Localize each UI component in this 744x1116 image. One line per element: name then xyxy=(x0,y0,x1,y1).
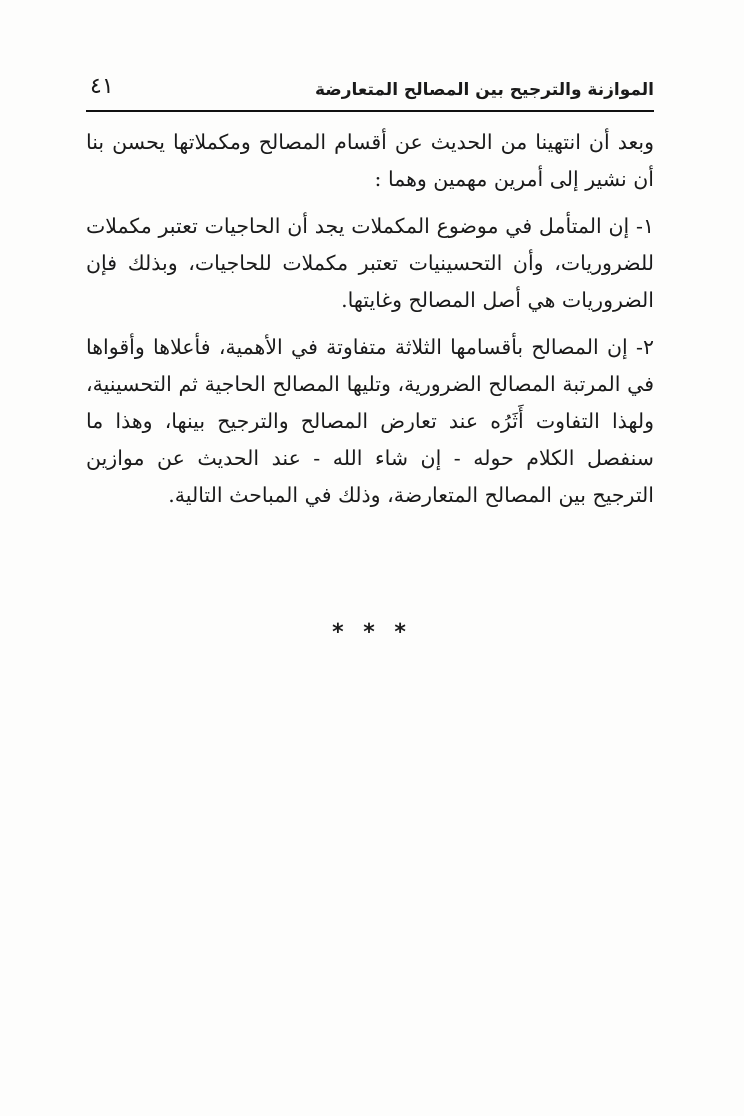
section-separator: * * * xyxy=(332,620,412,645)
running-header xyxy=(86,70,654,112)
main-text xyxy=(86,124,654,524)
point-one-paragraph: ١- إن المتأمل في موضوع المكملات يجد أن الحاجيات تعتبر مكملات للضروريات، وأن التحسينيات تعتبر مكملات للحاجيات، وبذلك فإن الضروريات هي أصل المصالح وغايتها. xyxy=(86,214,654,312)
point-two-paragraph: ٢- إن المصالح بأقسامها الثلاثة متفاوتة في الأهمية، فأعلاها وأقواها في المرتبة المصالح الضرورية، وتليها المصالح الحاجية ثم التحسينية، ولهذا التفاوت أَثَرُه عند تعارض المصالح والترجيح بينها، وهذا ما سنفصل الكلام حوله - إن شاء الله - عند الحديث عن موازين الترجيح بين المصالح المتعارضة، وذلك في المباحث التالية. xyxy=(86,335,654,507)
intro-paragraph: وبعد أن انتهينا من الحديث عن أقسام المصالح ومكملاتها يحسن بنا أن نشير إلى أمرين مهمين وهما : xyxy=(86,130,654,191)
running-title: الموازنة والترجيح بين المصالح المتعارضة xyxy=(314,80,654,100)
page-number: ٤١ xyxy=(90,74,114,99)
